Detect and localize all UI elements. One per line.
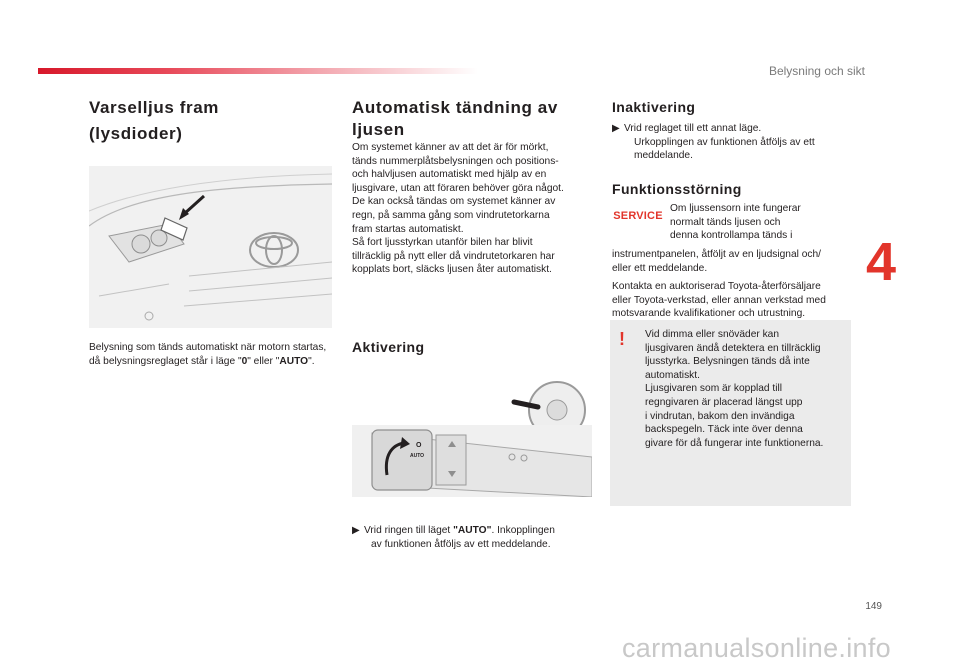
contact-line: Kontakta en auktoriserad Toyota-återförsäljare <box>612 281 821 292</box>
caption-text-3: ". <box>308 355 315 367</box>
chapter-number: 4 <box>866 232 897 292</box>
activation-line-1 <box>352 524 602 538</box>
body-line: kopplats bort, släcks ljusen åter automatiskt. <box>352 264 552 276</box>
title-automatisk-line2: ljusen <box>352 120 405 139</box>
warning-line: regngivaren är placerad längst upp <box>645 396 803 408</box>
light-switch-illustration <box>352 365 592 497</box>
light-switch-drawing <box>352 365 592 497</box>
contact-text <box>612 280 857 321</box>
title-funktionsstorning: Funktionsstörning <box>612 181 742 197</box>
warning-line: Vid dimma eller snöväder kan <box>645 329 780 340</box>
activation-bold-auto: "AUTO" <box>453 525 492 536</box>
activation-text-1: Vrid ringen till läget <box>364 525 454 536</box>
title-automatisk-line1: Automatisk tändning av <box>352 98 558 117</box>
section-title: Belysning och sikt <box>768 64 865 78</box>
body-line: De kan också tändas om systemet känner av <box>352 196 556 208</box>
title-varselljus-line2: (lysdioder) <box>89 124 183 143</box>
warning-line: ljusgivaren ändå detektera en tillräcklig <box>645 342 821 354</box>
contact-line: eller Toyota-verkstad, eller annan verkstad med <box>612 294 826 306</box>
bullet-icon: ▶ <box>352 525 360 536</box>
fault-text-full <box>612 248 857 275</box>
caption-bold-0: 0 <box>241 355 248 367</box>
warning-line: backspegeln. Täck inte över denna <box>645 424 803 436</box>
title-automatisk <box>352 97 558 141</box>
warning-text <box>645 328 849 450</box>
caption-text-1: Belysning som tänds automatiskt när motorn startas, då belysningsreglaget står i läge " <box>89 342 327 367</box>
watermark-text: carmanualsonline.info <box>622 633 891 663</box>
page-number: 149 <box>865 601 882 612</box>
title-varselljus <box>89 97 219 149</box>
fault-line: eller ett meddelande. <box>612 262 708 274</box>
body-line: regn, på samma gång som vindrutetorkarna <box>352 209 550 221</box>
body-line: Om systemet känner av att det är för mörkt, <box>352 142 549 153</box>
warning-exclamation-icon: ! <box>619 329 625 349</box>
contact-line: motsvarande kvalifikationer och utrustning. <box>612 308 806 320</box>
car-front-drawing <box>89 166 332 328</box>
fault-text-indented <box>670 202 852 243</box>
inaktivering-line-2: Urkopplingen av funktionen åtföljs av ett <box>634 136 815 148</box>
body-line: och halvljusen automatiskt med hjälp av en <box>352 169 547 181</box>
inaktivering-text <box>612 122 852 163</box>
fault-line: denna kontrollampa tänds i <box>670 230 793 242</box>
inaktivering-text-1: Vrid reglaget till ett annat läge. <box>624 123 762 134</box>
warning-line: Ljusgivaren som är kopplad till <box>645 383 783 395</box>
warning-line: automatiskt. <box>645 369 700 381</box>
activation-line-2: av funktionen åtföljs av ett meddelande. <box>371 538 551 550</box>
activation-text <box>352 524 602 551</box>
inaktivering-line-3: meddelande. <box>634 150 693 162</box>
fault-line: instrumentpanelen, åtföljt av en ljudsignal och/ <box>612 249 821 260</box>
title-varselljus-line1: Varselljus fram <box>89 98 219 117</box>
automatisk-body <box>352 141 592 277</box>
body-line: fram startas automatiskt. <box>352 223 464 235</box>
car-front-illustration <box>89 166 332 328</box>
warning-line: ljusstyrka. Belysningen tänds då inte <box>645 356 810 368</box>
warning-line: givare för då fungerar inte funktionerna. <box>645 437 824 449</box>
title-aktivering: Aktivering <box>352 339 425 355</box>
caption-varselljus <box>89 341 329 368</box>
body-line: Så fort ljusstyrkan utanför bilen har blivit <box>352 237 533 249</box>
bullet-icon: ▶ <box>612 123 620 134</box>
switch-label-auto: AUTO <box>410 453 425 459</box>
caption-text-2: " eller " <box>247 355 280 367</box>
switch-label-o: O <box>416 442 422 449</box>
service-warning-icon: SERVICE <box>613 210 663 222</box>
inaktivering-line-1 <box>612 122 852 136</box>
caption-bold-auto: AUTO <box>279 355 309 367</box>
body-line: ljusgivare, utan att föraren behöver göra något. <box>352 182 564 194</box>
fault-line: Om ljussensorn inte fungerar <box>670 203 801 214</box>
title-inaktivering: Inaktivering <box>612 99 696 115</box>
body-line: tillräcklig på nytt eller då vindrutetorkaren har <box>352 250 555 262</box>
body-line: tänds nummerplåtsbelysningen och positions- <box>352 155 559 167</box>
fault-line: normalt tänds ljusen och <box>670 216 781 228</box>
activation-text-2: . Inkopplingen <box>491 525 555 536</box>
warning-line: i vindrutan, bakom den invändiga <box>645 410 795 422</box>
header-gradient-bar <box>38 68 478 74</box>
